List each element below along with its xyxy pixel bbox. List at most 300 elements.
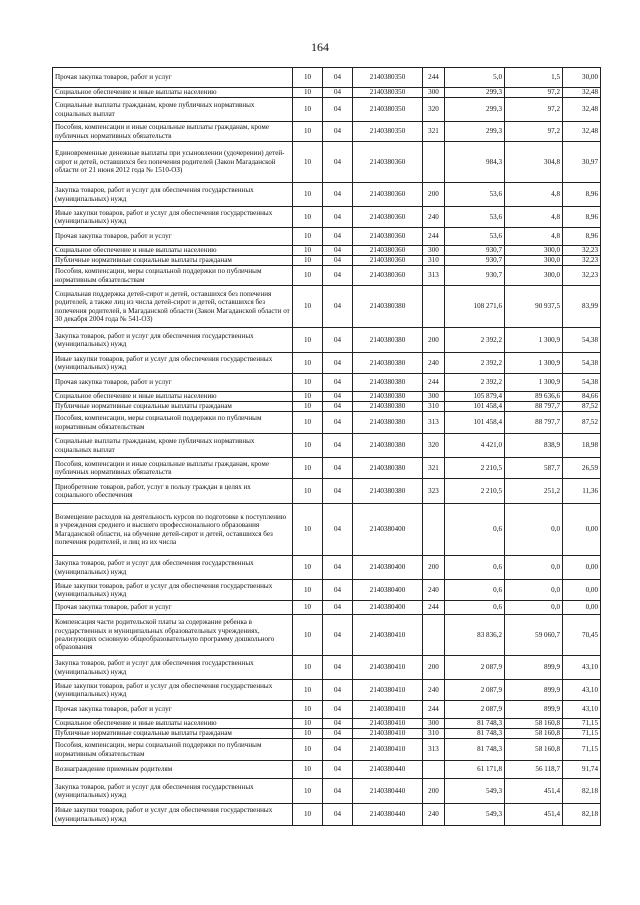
item-name: Социальное обеспечение и иные выплаты населению — [53, 719, 293, 729]
section-code: 10 — [293, 601, 323, 615]
executed-amount: 899,9 — [505, 680, 563, 701]
item-name: Иные закупки товаров, работ и услуг для обеспечения государственных (муниципальных) нужд — [53, 353, 293, 374]
execution-percent: 43,10 — [563, 701, 601, 719]
target-article-code: 2140380410 — [353, 701, 423, 719]
executed-amount: 300,0 — [505, 266, 563, 286]
section-code: 10 — [293, 412, 323, 434]
planned-amount: 0,6 — [445, 601, 505, 615]
section-code: 10 — [293, 680, 323, 701]
item-name: Социальное обеспечение и иные выплаты населению — [53, 88, 293, 98]
table-row — [53, 729, 601, 739]
table-row — [53, 98, 601, 122]
planned-amount: 81 748,3 — [445, 729, 505, 739]
table-row — [53, 504, 601, 556]
execution-percent: 11,36 — [563, 479, 601, 504]
section-code: 10 — [293, 122, 323, 142]
executed-amount: 56 118,7 — [505, 761, 563, 779]
target-article-code: 2140380380 — [353, 286, 423, 328]
expense-type-code: 313 — [423, 739, 445, 761]
table-row — [53, 761, 601, 779]
executed-amount: 4,8 — [505, 228, 563, 246]
subsection-code: 04 — [323, 656, 353, 680]
target-article-code: 2140380380 — [353, 353, 423, 374]
planned-amount: 101 458,4 — [445, 402, 505, 412]
executed-amount: 90 937,5 — [505, 286, 563, 328]
section-code: 10 — [293, 719, 323, 729]
expense-type-code — [423, 761, 445, 779]
item-name: Публичные нормативные социальные выплаты гражданам — [53, 256, 293, 266]
target-article-code: 2140380410 — [353, 719, 423, 729]
planned-amount: 2 392,2 — [445, 353, 505, 374]
execution-percent: 43,10 — [563, 656, 601, 680]
executed-amount: 1 300,9 — [505, 328, 563, 353]
planned-amount: 2 392,2 — [445, 374, 505, 392]
subsection-code: 04 — [323, 719, 353, 729]
execution-percent: 8,96 — [563, 228, 601, 246]
section-code: 10 — [293, 207, 323, 228]
table-row — [53, 739, 601, 761]
item-name: Закупка товаров, работ и услуг для обеспечения государственных (муниципальных) нужд — [53, 328, 293, 353]
subsection-code: 04 — [323, 353, 353, 374]
subsection-code: 04 — [323, 761, 353, 779]
execution-percent: 0,00 — [563, 601, 601, 615]
target-article-code: 2140380410 — [353, 615, 423, 656]
subsection-code: 04 — [323, 374, 353, 392]
execution-percent: 71,15 — [563, 719, 601, 729]
section-code: 10 — [293, 556, 323, 580]
item-name: Пособия, компенсации, меры социальной поддержки по публичным нормативным обязательствам — [53, 739, 293, 761]
item-name: Прочая закупка товаров, работ и услуг — [53, 601, 293, 615]
execution-percent: 32,48 — [563, 88, 601, 98]
item-name: Закупка товаров, работ и услуг для обеспечения государственных (муниципальных) нужд — [53, 779, 293, 804]
execution-percent: 83,99 — [563, 286, 601, 328]
expense-type-code: 244 — [423, 228, 445, 246]
expense-type-code: 323 — [423, 479, 445, 504]
table-row — [53, 207, 601, 228]
execution-percent: 54,38 — [563, 328, 601, 353]
target-article-code: 2140380410 — [353, 739, 423, 761]
target-article-code: 2140380440 — [353, 779, 423, 804]
subsection-code: 04 — [323, 479, 353, 504]
item-name: Единовременные денежные выплаты при усыновлении (удочерении) детей-сирот и детей, оставшихся без попечения родителей (Закон Магаданской области от 21 июня 2012 года № 1510-ОЗ) — [53, 142, 293, 183]
section-code: 10 — [293, 183, 323, 207]
target-article-code: 2140380360 — [353, 228, 423, 246]
section-code: 10 — [293, 761, 323, 779]
executed-amount: 4,8 — [505, 183, 563, 207]
executed-amount: 1 300,9 — [505, 353, 563, 374]
planned-amount: 299,3 — [445, 98, 505, 122]
target-article-code: 2140380360 — [353, 207, 423, 228]
expense-type-code — [423, 142, 445, 183]
subsection-code: 04 — [323, 392, 353, 402]
item-name: Приобретение товаров, работ, услуг в пользу граждан в целях их социального обеспечения — [53, 479, 293, 504]
execution-percent: 70,45 — [563, 615, 601, 656]
executed-amount: 451,4 — [505, 804, 563, 826]
executed-amount: 58 160,8 — [505, 719, 563, 729]
execution-percent: 0,00 — [563, 504, 601, 556]
section-code: 10 — [293, 374, 323, 392]
expense-type-code: 300 — [423, 88, 445, 98]
subsection-code: 04 — [323, 601, 353, 615]
expense-type-code: 200 — [423, 183, 445, 207]
expense-type-code — [423, 286, 445, 328]
item-name: Вознаграждение приемным родителям — [53, 761, 293, 779]
executed-amount: 58 160,8 — [505, 729, 563, 739]
execution-percent: 32,23 — [563, 256, 601, 266]
executed-amount: 58 160,8 — [505, 739, 563, 761]
execution-percent: 30,00 — [563, 68, 601, 88]
executed-amount: 899,9 — [505, 656, 563, 680]
item-name: Закупка товаров, работ и услуг для обеспечения государственных (муниципальных) нужд — [53, 556, 293, 580]
table-row — [53, 615, 601, 656]
expense-type-code: 310 — [423, 729, 445, 739]
expense-type-code: 240 — [423, 804, 445, 826]
executed-amount: 300,0 — [505, 256, 563, 266]
planned-amount: 2 392,2 — [445, 328, 505, 353]
expense-type-code: 240 — [423, 680, 445, 701]
execution-percent: 0,00 — [563, 580, 601, 601]
table-row — [53, 88, 601, 98]
page-number: 164 — [311, 40, 329, 54]
item-name: Социальные выплаты гражданам, кроме публичных нормативных социальных выплат — [53, 434, 293, 458]
planned-amount: 984,3 — [445, 142, 505, 183]
execution-percent: 54,38 — [563, 374, 601, 392]
subsection-code: 04 — [323, 142, 353, 183]
table-row — [53, 680, 601, 701]
section-code: 10 — [293, 615, 323, 656]
table-row — [53, 434, 601, 458]
planned-amount: 53,6 — [445, 207, 505, 228]
expense-type-code: 310 — [423, 402, 445, 412]
table-row — [53, 412, 601, 434]
expense-type-code: 313 — [423, 266, 445, 286]
subsection-code: 04 — [323, 701, 353, 719]
table-row — [53, 68, 601, 88]
execution-percent: 30,97 — [563, 142, 601, 183]
expense-type-code — [423, 504, 445, 556]
target-article-code: 2140380380 — [353, 412, 423, 434]
target-article-code: 2140380350 — [353, 88, 423, 98]
subsection-code: 04 — [323, 328, 353, 353]
execution-percent: 71,15 — [563, 739, 601, 761]
planned-amount: 2 210,5 — [445, 458, 505, 479]
subsection-code: 04 — [323, 256, 353, 266]
target-article-code: 2140380400 — [353, 556, 423, 580]
section-code: 10 — [293, 256, 323, 266]
target-article-code: 2140380360 — [353, 256, 423, 266]
expense-type-code: 240 — [423, 353, 445, 374]
execution-percent: 18,98 — [563, 434, 601, 458]
expense-type-code: 300 — [423, 719, 445, 729]
expense-type-code: 300 — [423, 392, 445, 402]
planned-amount: 0,6 — [445, 556, 505, 580]
planned-amount: 930,7 — [445, 256, 505, 266]
expense-type-code: 320 — [423, 98, 445, 122]
item-name: Публичные нормативные социальные выплаты гражданам — [53, 729, 293, 739]
execution-percent: 87,52 — [563, 402, 601, 412]
subsection-code: 04 — [323, 266, 353, 286]
planned-amount: 2 087,9 — [445, 701, 505, 719]
target-article-code: 2140380380 — [353, 328, 423, 353]
section-code: 10 — [293, 580, 323, 601]
section-code: 10 — [293, 701, 323, 719]
section-code: 10 — [293, 228, 323, 246]
subsection-code: 04 — [323, 434, 353, 458]
table-row — [53, 246, 601, 256]
item-name: Пособия, компенсации и иные социальные выплаты гражданам, кроме публичных нормативных обязательств — [53, 458, 293, 479]
subsection-code: 04 — [323, 412, 353, 434]
section-code: 10 — [293, 68, 323, 88]
expense-type-code: 200 — [423, 779, 445, 804]
planned-amount: 53,6 — [445, 183, 505, 207]
subsection-code: 04 — [323, 88, 353, 98]
table-row — [53, 328, 601, 353]
executed-amount: 0,0 — [505, 580, 563, 601]
item-name: Иные закупки товаров, работ и услуг для обеспечения государственных (муниципальных) нужд — [53, 680, 293, 701]
table-row — [53, 286, 601, 328]
expense-type-code: 200 — [423, 556, 445, 580]
subsection-code: 04 — [323, 739, 353, 761]
executed-amount: 304,8 — [505, 142, 563, 183]
executed-amount: 89 636,6 — [505, 392, 563, 402]
planned-amount: 4 421,0 — [445, 434, 505, 458]
section-code: 10 — [293, 504, 323, 556]
item-name: Социальная поддержка детей-сирот и детей, оставшихся без попечения родителей, а также лиц из числа детей-сирот и детей, оставшихся без попечения родителей, в Магаданской области (Закон Магаданской области от 30 декабря 2004 года № 541-ОЗ) — [53, 286, 293, 328]
executed-amount: 88 797,7 — [505, 402, 563, 412]
execution-percent: 82,18 — [563, 804, 601, 826]
execution-percent: 8,96 — [563, 183, 601, 207]
expense-type-code: 244 — [423, 701, 445, 719]
executed-amount: 0,0 — [505, 504, 563, 556]
table-row — [53, 601, 601, 615]
executed-amount: 0,0 — [505, 601, 563, 615]
executed-amount: 300,0 — [505, 246, 563, 256]
table-row — [53, 142, 601, 183]
section-code: 10 — [293, 739, 323, 761]
execution-percent: 71,15 — [563, 729, 601, 739]
planned-amount: 930,7 — [445, 266, 505, 286]
section-code: 10 — [293, 246, 323, 256]
subsection-code: 04 — [323, 779, 353, 804]
table-row — [53, 556, 601, 580]
section-code: 10 — [293, 266, 323, 286]
table-row — [53, 656, 601, 680]
execution-percent: 91,74 — [563, 761, 601, 779]
section-code: 10 — [293, 729, 323, 739]
subsection-code: 04 — [323, 556, 353, 580]
executed-amount: 1,5 — [505, 68, 563, 88]
subsection-code: 04 — [323, 615, 353, 656]
planned-amount: 2 087,9 — [445, 680, 505, 701]
item-name: Пособия, компенсации, меры социальной поддержки по публичным нормативным обязательствам — [53, 412, 293, 434]
planned-amount: 105 879,4 — [445, 392, 505, 402]
section-code: 10 — [293, 328, 323, 353]
target-article-code: 2140380360 — [353, 246, 423, 256]
expense-type-code — [423, 615, 445, 656]
subsection-code: 04 — [323, 804, 353, 826]
executed-amount: 838,9 — [505, 434, 563, 458]
target-article-code: 2140380380 — [353, 392, 423, 402]
target-article-code: 2140380380 — [353, 479, 423, 504]
item-name: Возмещение расходов на деятельность курсов по подготовке к поступлению в учреждения среднего и высшего профессионального образования Магаданской области, на обучение детей-сирот и детей, оставшихся без попечения родителей, и лиц из их числа — [53, 504, 293, 556]
table-row — [53, 402, 601, 412]
execution-percent: 8,96 — [563, 207, 601, 228]
table-row — [53, 779, 601, 804]
executed-amount: 251,2 — [505, 479, 563, 504]
subsection-code: 04 — [323, 122, 353, 142]
subsection-code: 04 — [323, 680, 353, 701]
item-name: Прочая закупка товаров, работ и услуг — [53, 374, 293, 392]
target-article-code: 2140380380 — [353, 434, 423, 458]
executed-amount: 0,0 — [505, 556, 563, 580]
execution-percent: 0,00 — [563, 556, 601, 580]
expense-type-code: 321 — [423, 122, 445, 142]
execution-percent: 84,66 — [563, 392, 601, 402]
table-row — [53, 256, 601, 266]
table-row — [53, 701, 601, 719]
table-row — [53, 804, 601, 826]
target-article-code: 2140380350 — [353, 68, 423, 88]
subsection-code: 04 — [323, 228, 353, 246]
executed-amount: 1 300,9 — [505, 374, 563, 392]
expense-type-code: 244 — [423, 374, 445, 392]
executed-amount: 97,2 — [505, 98, 563, 122]
target-article-code: 2140380410 — [353, 729, 423, 739]
target-article-code: 2140380380 — [353, 374, 423, 392]
planned-amount: 549,3 — [445, 804, 505, 826]
target-article-code: 2140380360 — [353, 142, 423, 183]
table-row — [53, 266, 601, 286]
table-row — [53, 392, 601, 402]
table-row — [53, 580, 601, 601]
section-code: 10 — [293, 98, 323, 122]
item-name: Компенсация части родительской платы за содержание ребенка в государственных и муниципальных образовательных учреждениях, реализующих основную общеобразовательную программу дошкольного образования — [53, 615, 293, 656]
section-code: 10 — [293, 353, 323, 374]
subsection-code: 04 — [323, 402, 353, 412]
section-code: 10 — [293, 656, 323, 680]
subsection-code: 04 — [323, 580, 353, 601]
target-article-code: 2140380400 — [353, 504, 423, 556]
execution-percent: 32,48 — [563, 122, 601, 142]
section-code: 10 — [293, 434, 323, 458]
subsection-code: 04 — [323, 458, 353, 479]
target-article-code: 2140380350 — [353, 122, 423, 142]
section-code: 10 — [293, 402, 323, 412]
planned-amount: 0,6 — [445, 580, 505, 601]
target-article-code: 2140380400 — [353, 580, 423, 601]
target-article-code: 2140380440 — [353, 761, 423, 779]
expense-type-code: 313 — [423, 412, 445, 434]
planned-amount: 61 171,8 — [445, 761, 505, 779]
planned-amount: 299,3 — [445, 88, 505, 98]
planned-amount: 0,6 — [445, 504, 505, 556]
section-code: 10 — [293, 458, 323, 479]
executed-amount: 97,2 — [505, 88, 563, 98]
subsection-code: 04 — [323, 207, 353, 228]
target-article-code: 2140380350 — [353, 98, 423, 122]
section-code: 10 — [293, 804, 323, 826]
executed-amount: 587,7 — [505, 458, 563, 479]
subsection-code: 04 — [323, 68, 353, 88]
subsection-code: 04 — [323, 729, 353, 739]
planned-amount: 2 087,9 — [445, 656, 505, 680]
planned-amount: 53,6 — [445, 228, 505, 246]
subsection-code: 04 — [323, 286, 353, 328]
execution-percent: 26,59 — [563, 458, 601, 479]
planned-amount: 5,0 — [445, 68, 505, 88]
planned-amount: 299,3 — [445, 122, 505, 142]
executed-amount: 899,9 — [505, 701, 563, 719]
executed-amount: 97,2 — [505, 122, 563, 142]
executed-amount: 4,8 — [505, 207, 563, 228]
table-row — [53, 353, 601, 374]
execution-percent: 32,23 — [563, 246, 601, 256]
execution-percent: 87,52 — [563, 412, 601, 434]
table-row — [53, 228, 601, 246]
planned-amount: 101 458,4 — [445, 412, 505, 434]
item-name: Социальные выплаты гражданам, кроме публичных нормативных социальных выплат — [53, 98, 293, 122]
item-name: Пособия, компенсации и иные социальные выплаты гражданам, кроме публичных нормативных обязательств — [53, 122, 293, 142]
subsection-code: 04 — [323, 183, 353, 207]
section-code: 10 — [293, 779, 323, 804]
execution-percent: 32,23 — [563, 266, 601, 286]
execution-percent: 43,10 — [563, 680, 601, 701]
planned-amount: 549,3 — [445, 779, 505, 804]
item-name: Иные закупки товаров, работ и услуг для обеспечения государственных (муниципальных) нужд — [53, 804, 293, 826]
item-name: Закупка товаров, работ и услуг для обеспечения государственных (муниципальных) нужд — [53, 183, 293, 207]
item-name: Публичные нормативные социальные выплаты гражданам — [53, 402, 293, 412]
item-name: Социальное обеспечение и иные выплаты населению — [53, 246, 293, 256]
expense-type-code: 200 — [423, 656, 445, 680]
table-body — [53, 68, 601, 826]
execution-percent: 32,48 — [563, 98, 601, 122]
expense-type-code: 240 — [423, 580, 445, 601]
planned-amount: 81 748,3 — [445, 739, 505, 761]
table-row — [53, 183, 601, 207]
section-code: 10 — [293, 479, 323, 504]
expense-type-code: 244 — [423, 601, 445, 615]
target-article-code: 2140380380 — [353, 402, 423, 412]
section-code: 10 — [293, 88, 323, 98]
target-article-code: 2140380380 — [353, 458, 423, 479]
subsection-code: 04 — [323, 98, 353, 122]
executed-amount: 59 060,7 — [505, 615, 563, 656]
expense-type-code: 321 — [423, 458, 445, 479]
expense-type-code: 200 — [423, 328, 445, 353]
item-name: Закупка товаров, работ и услуг для обеспечения государственных (муниципальных) нужд — [53, 656, 293, 680]
target-article-code: 2140380400 — [353, 601, 423, 615]
target-article-code: 2140380360 — [353, 266, 423, 286]
execution-percent: 82,18 — [563, 779, 601, 804]
subsection-code: 04 — [323, 504, 353, 556]
table-row — [53, 458, 601, 479]
table-row — [53, 374, 601, 392]
planned-amount: 81 748,3 — [445, 719, 505, 729]
section-code: 10 — [293, 392, 323, 402]
item-name: Прочая закупка товаров, работ и услуг — [53, 701, 293, 719]
executed-amount: 88 797,7 — [505, 412, 563, 434]
expense-type-code: 244 — [423, 68, 445, 88]
target-article-code: 2140380410 — [353, 680, 423, 701]
item-name: Социальное обеспечение и иные выплаты населению — [53, 392, 293, 402]
item-name: Прочая закупка товаров, работ и услуг — [53, 68, 293, 88]
section-code: 10 — [293, 286, 323, 328]
section-code: 10 — [293, 142, 323, 183]
item-name: Прочая закупка товаров, работ и услуг — [53, 228, 293, 246]
planned-amount: 2 210,5 — [445, 479, 505, 504]
expense-type-code: 310 — [423, 256, 445, 266]
item-name: Иные закупки товаров, работ и услуг для обеспечения государственных (муниципальных) нужд — [53, 580, 293, 601]
